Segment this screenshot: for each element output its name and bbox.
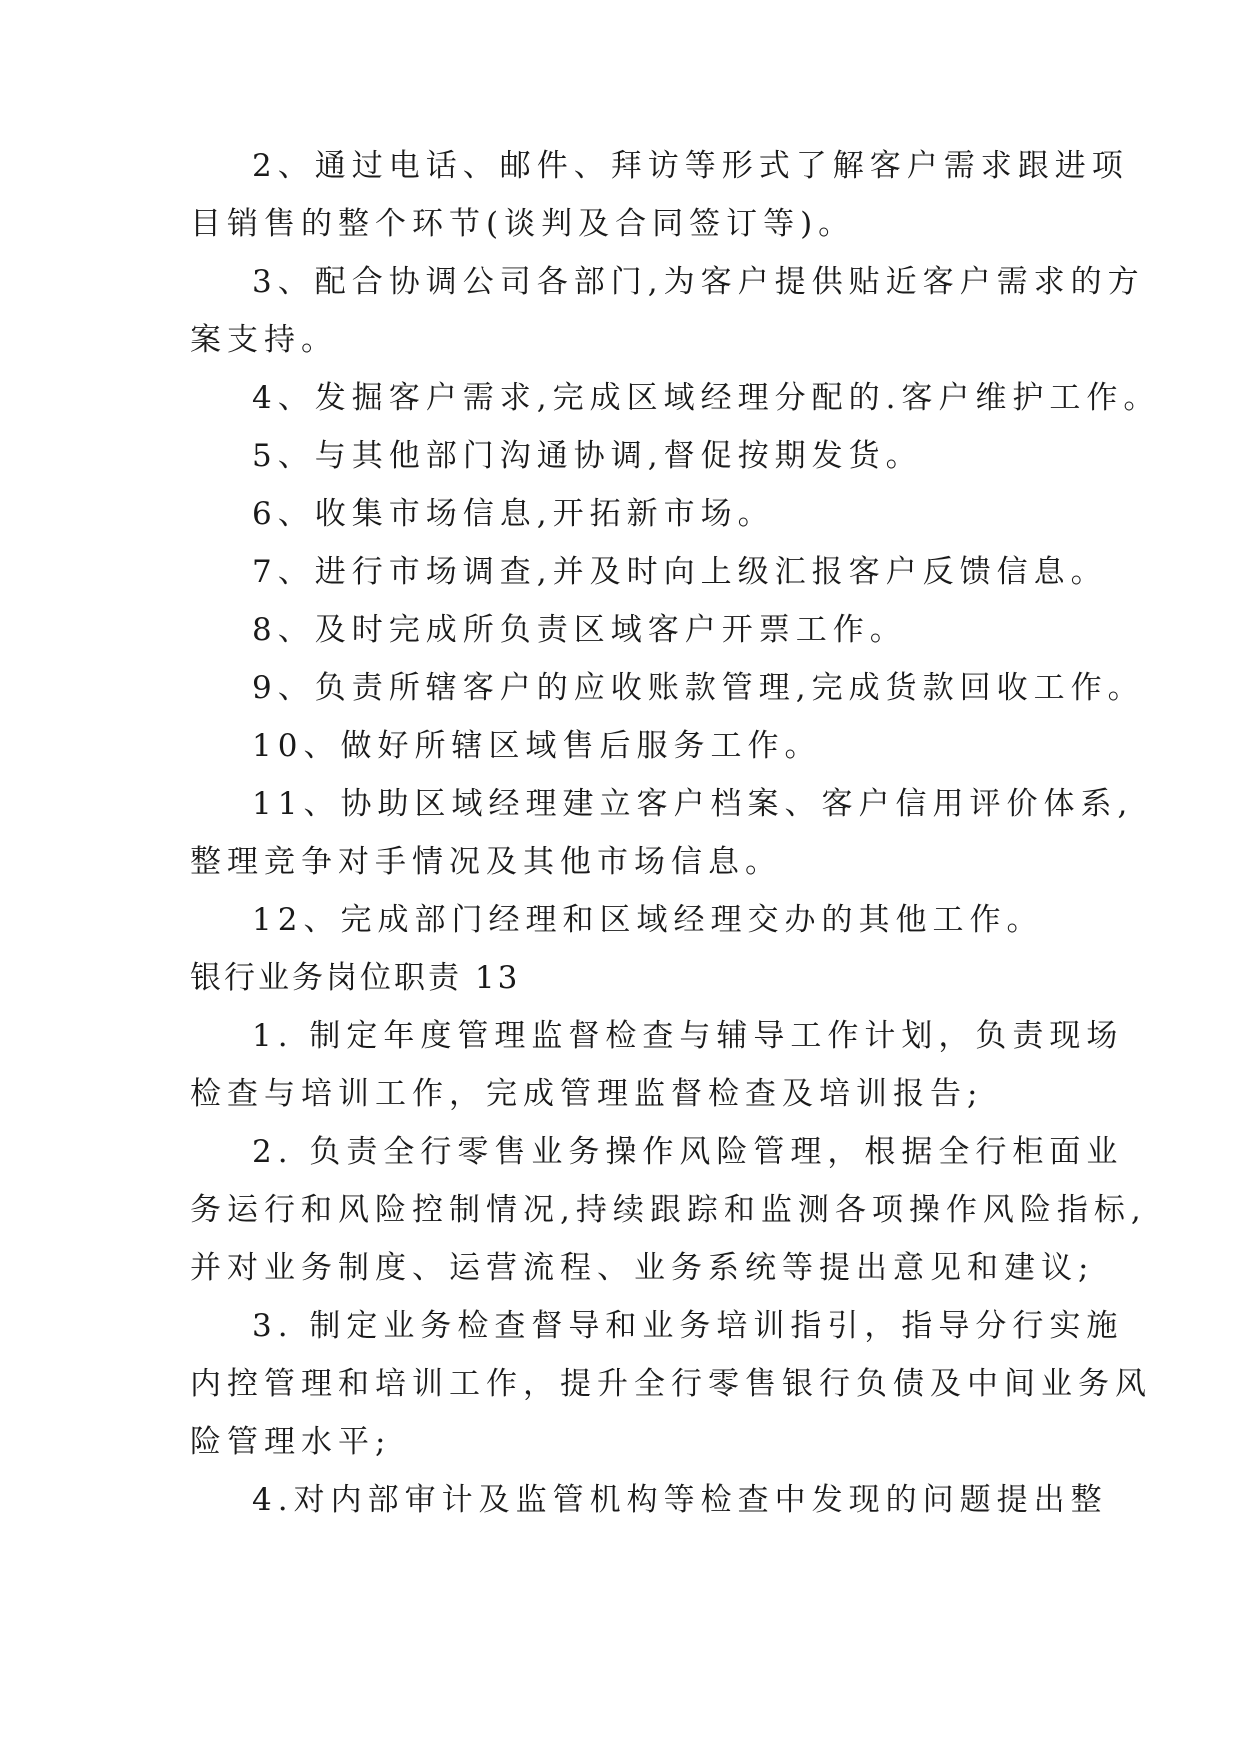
text-line: 3. 制定业务检查督导和业务培训指引，指导分行实施	[252, 1308, 1124, 1344]
text-line: 2. 负责全行零售业务操作风险管理，根据全行柜面业	[252, 1134, 1124, 1170]
text-line: 7、进行市场调查,并及时向上级汇报客户反馈信息。	[252, 554, 1108, 590]
text-line: 1. 制定年度管理监督检查与辅导工作计划，负责现场	[252, 1018, 1124, 1054]
text-line: 并对业务制度、运营流程、业务系统等提出意见和建议;	[190, 1250, 1095, 1286]
text-line: 案支持。	[190, 322, 338, 358]
text-line: 3、配合协调公司各部门,为客户提供贴近客户需求的方	[252, 264, 1145, 300]
section-heading: 银行业务岗位职责 13	[190, 960, 521, 996]
text-line: 8、及时完成所负责区域客户开票工作。	[252, 612, 907, 648]
text-line: 务运行和风险控制情况,持续跟踪和监测各项操作风险指标,	[190, 1192, 1147, 1228]
text-line: 4、发掘客户需求,完成区域经理分配的.客户维护工作。	[252, 380, 1161, 416]
text-line: 整理竞争对手情况及其他市场信息。	[190, 844, 782, 880]
text-line: 12、完成部门经理和区域经理交办的其他工作。	[252, 902, 1044, 938]
text-line: 检查与培训工作，完成管理监督检查及培训报告;	[190, 1076, 984, 1112]
text-line: 5、与其他部门沟通协调,督促按期发货。	[252, 438, 923, 474]
text-line: 4.对内部审计及监管机构等检查中发现的问题提出整	[252, 1482, 1108, 1518]
text-line: 9、负责所辖客户的应收账款管理,完成货款回收工作。	[252, 670, 1145, 706]
text-line: 内控管理和培训工作，提升全行零售银行负债及中间业务风	[190, 1366, 1152, 1402]
text-line: 11、协助区域经理建立客户档案、客户信用评价体系,	[252, 786, 1134, 822]
text-line: 6、收集市场信息,开拓新市场。	[252, 496, 775, 532]
text-line: 2、通过电话、邮件、拜访等形式了解客户需求跟进项	[252, 148, 1129, 184]
text-line: 险管理水平;	[190, 1424, 392, 1460]
text-line: 10、做好所辖区域售后服务工作。	[252, 728, 822, 764]
text-line: 目销售的整个环节(谈判及合同签订等)。	[190, 206, 856, 242]
